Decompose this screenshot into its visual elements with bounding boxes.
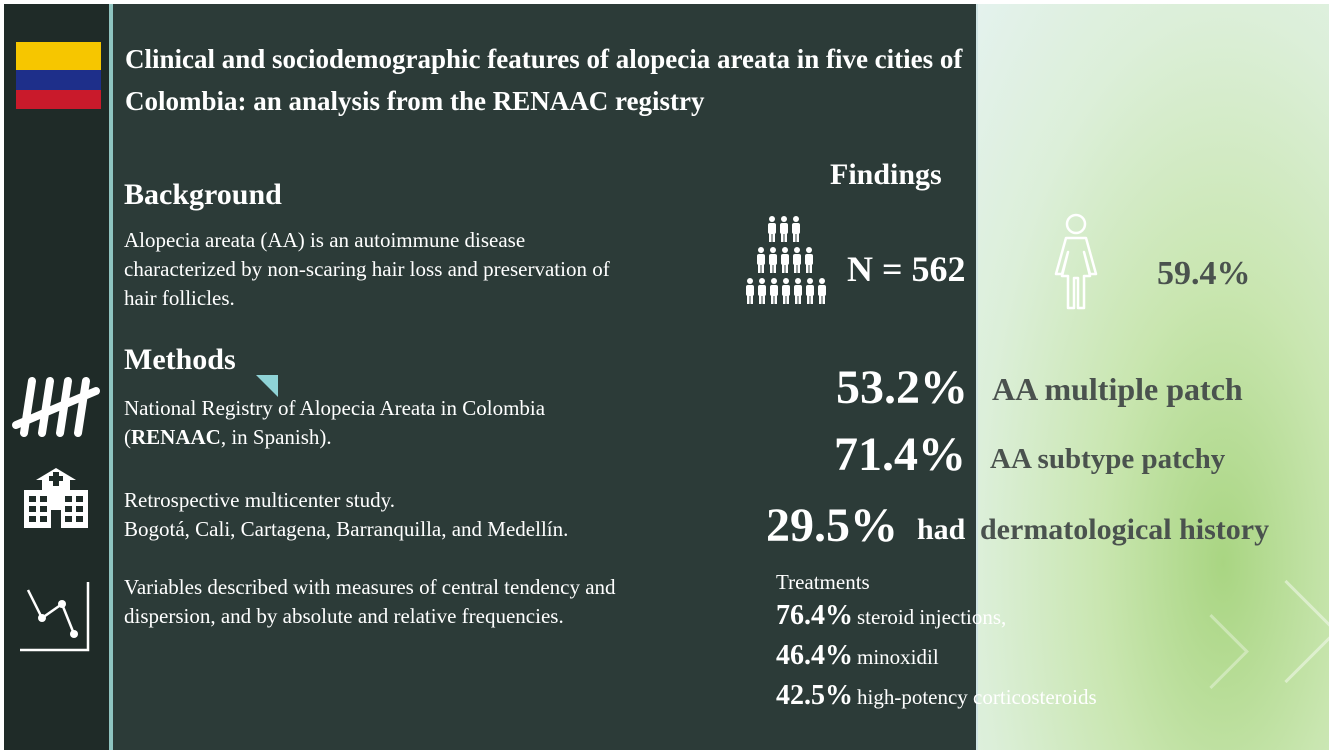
- methods-registry-line1: National Registry of Alopecia Areata in Colombia: [124, 396, 546, 420]
- background-text: Alopecia areata (AA) is an autoimmune disease characterized by non-scaring hair loss and preservation of hair follicles.: [124, 228, 610, 310]
- colombia-flag-icon: [16, 42, 101, 109]
- woman-icon: [1050, 212, 1102, 312]
- line-chart-icon: [18, 580, 92, 652]
- methods-study-line1: Retrospective multicenter study.: [124, 488, 395, 512]
- treatment-label: high-potency corticosteroids: [857, 685, 1097, 709]
- background-heading: Background: [124, 178, 282, 211]
- methods-study-line2: Bogotá, Cali, Cartagena, Barranquilla, and Medellín.: [124, 517, 569, 541]
- multiple-patch-pct: 53.2%: [836, 361, 968, 414]
- page-title: Clinical and sociodemographic features of alopecia areata in five cities of Colombia: an analysis from the RENAAC registry: [125, 44, 963, 116]
- treatment-pct: 76.4%: [776, 600, 853, 631]
- treatment-label: steroid injections,: [857, 605, 1007, 629]
- treatment-pct: 42.5%: [776, 680, 853, 711]
- sample-size: N = 562: [847, 249, 966, 289]
- people-group-icon: [744, 214, 830, 310]
- treatments-heading: Treatments: [776, 570, 870, 594]
- registry-open-paren: (: [124, 425, 131, 449]
- registry-rest: , in Spanish).: [220, 425, 332, 449]
- methods-variables: Variables described with measures of central tendency and dispersion, and by absolute and relative frequencies.: [124, 575, 616, 628]
- subtype-label: AA subtype patchy: [990, 443, 1226, 475]
- multiple-patch-label: AA multiple patch: [992, 371, 1243, 407]
- findings-heading: Findings: [830, 158, 942, 191]
- treatment-item: [776, 680, 1097, 712]
- methods-heading: Methods: [124, 343, 236, 376]
- hospital-icon: [20, 466, 92, 530]
- tally-marks-icon: [10, 375, 102, 440]
- derm-history-label-had: had: [917, 513, 966, 546]
- female-percentage: 59.4%: [1157, 255, 1251, 292]
- subtype-pct: 71.4%: [834, 428, 966, 481]
- methods-registry-line2: [124, 423, 332, 452]
- treatment-pct: 46.4%: [776, 640, 853, 671]
- derm-history-label: dermatological history: [980, 513, 1270, 546]
- treatment-item: [776, 640, 939, 672]
- registry-acronym: RENAAC: [131, 425, 221, 449]
- treatment-item: [776, 600, 1006, 632]
- derm-history-pct: 29.5%: [766, 499, 898, 552]
- treatment-label: minoxidil: [857, 645, 939, 669]
